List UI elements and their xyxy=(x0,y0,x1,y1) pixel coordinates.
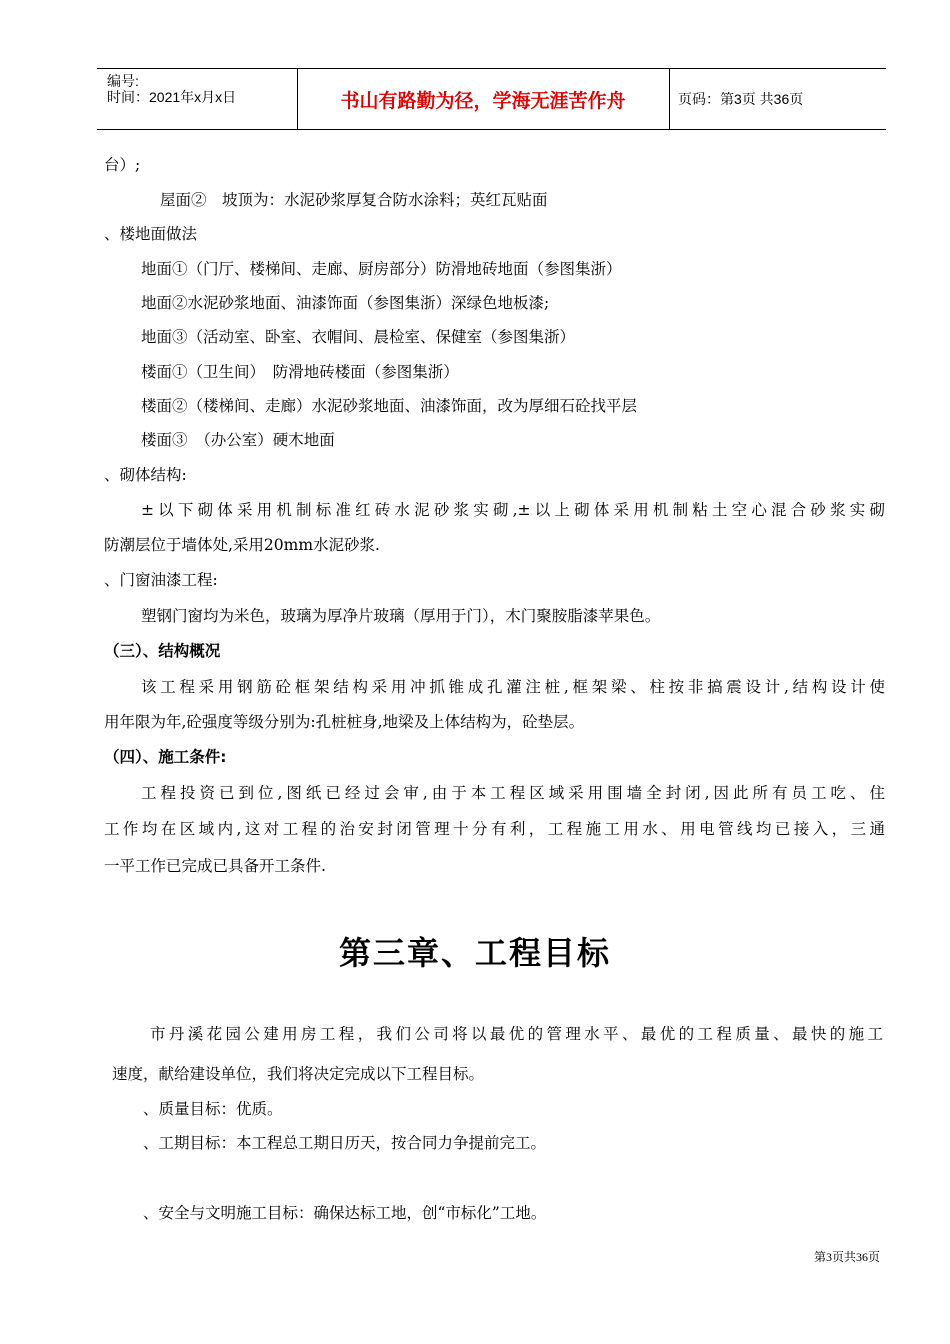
section-heading: 、楼地面做法 xyxy=(104,225,198,243)
section-heading: 、门窗油漆工程: xyxy=(104,571,218,589)
header-motto-cell xyxy=(297,69,670,129)
paragraph-line: ±以下砌体采用机制标准红砖水泥砂浆实砌,±以上砌体采用机制粘土空心混合砂浆实砌 xyxy=(141,501,885,519)
paragraph-line: 该工程采用钢筋砼框架结构采用冲抓锥成孔灌注桩,框架梁、柱按非搞震设计,结构设计使 xyxy=(141,678,885,696)
paragraph-line: 用年限为年,砼强度等级分别为:孔桩桩身,地梁及上体结构为，砼垫层。 xyxy=(104,713,585,731)
paragraph-line: 一平工作已完成已具备开工条件. xyxy=(104,857,326,875)
paragraph-line: 市丹溪花园公建用房工程，我们公司将以最优的管理水平、最优的工程质量、最快的施工 xyxy=(150,1025,883,1043)
list-item: 、安全与文明施工目标：确保达标工地，创“市标化”工地。 xyxy=(143,1204,547,1222)
section-heading: 、砌体结构: xyxy=(104,466,187,484)
paragraph-line: 工作均在区域内,这对工程的治安封闭管理十分有利，工程施工用水、用电管线均已接入，三通 xyxy=(104,820,885,838)
document-time: 时间：2021年x月x日 xyxy=(107,89,237,105)
paragraph-line: 地面①（门厅、楼梯间、走廊、厨房部分）防滑地砖地面（参图集浙） xyxy=(141,260,622,278)
header-motto: 书山有路勤为径，学海无涯苦作舟 xyxy=(340,90,626,112)
chapter-title: 第三章、工程目标 xyxy=(338,934,611,972)
paragraph-line: 台）; xyxy=(104,156,141,174)
paragraph-line: 防潮层位于墙体处,采用20mm水泥砂浆. xyxy=(104,536,380,554)
paragraph-line: 塑钢门窗均为米色，玻璃为厚净片玻璃（厚用于门），木门聚胺脂漆苹果色。 xyxy=(141,607,661,625)
section-heading: （三）、结构概况 xyxy=(104,642,221,660)
paragraph-line: 速度，献给建设单位，我们将决定完成以下工程目标。 xyxy=(112,1065,485,1083)
paragraph-line: 屋面② 坡顶为：水泥砂浆厚复合防水涂料；英红瓦贴面 xyxy=(160,191,548,209)
page-header xyxy=(97,68,886,130)
header-page-cell xyxy=(670,69,886,129)
paragraph-line: 工程投资已到位,图纸已经过会审,由于本工程区域采用围墙全封闭,因此所有员工吃、住 xyxy=(141,784,885,802)
list-item: 、质量目标：优质。 xyxy=(143,1100,283,1118)
paragraph-line: 楼面①（卫生间） 防滑地砖楼面（参图集浙） xyxy=(141,363,459,381)
document-number: 编号: xyxy=(107,73,139,89)
header-page-number: 页码：第3页 共36页 xyxy=(678,91,804,107)
header-info-cell xyxy=(97,69,298,129)
list-item: 、工期目标：本工程总工期日历天，按合同力争提前完工。 xyxy=(143,1134,547,1152)
paragraph-line: 楼面③ （办公室）硬木地面 xyxy=(141,431,335,449)
paragraph-line: 地面③（活动室、卧室、衣帽间、晨检室、保健室（参图集浙） xyxy=(141,328,576,346)
page-footer: 第3页共36页 xyxy=(813,1250,880,1264)
section-heading: （四）、施工条件: xyxy=(104,748,227,766)
paragraph-line: 地面②水泥砂浆地面、油漆饰面（参图集浙）深绿色地板漆; xyxy=(141,294,550,312)
paragraph-line: 楼面②（楼梯间、走廊）水泥砂浆地面、油漆饰面，改为厚细石砼找平层 xyxy=(141,397,638,415)
